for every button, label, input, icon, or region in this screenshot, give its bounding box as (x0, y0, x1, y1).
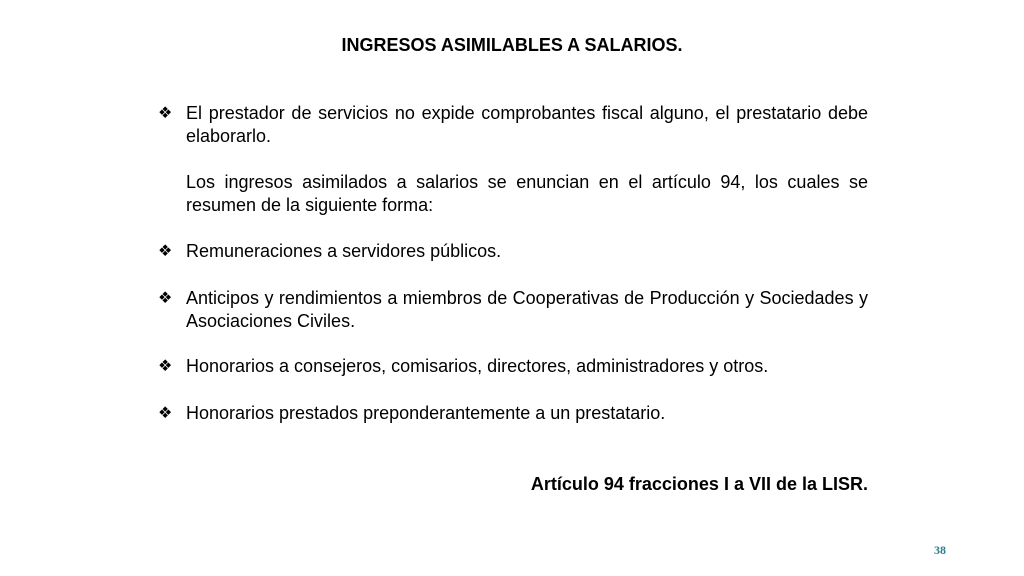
bullet-item-1 (158, 102, 868, 148)
bullet-text-4: Honorarios a consejeros, comisarios, directores, administradores y otros. (186, 356, 769, 376)
bullet-text-5: Honorarios prestados preponderantemente a un prestatario. (186, 403, 666, 423)
slide-title (0, 34, 1024, 56)
diamond-bullet-icon: ❖ (158, 290, 173, 307)
bullet-item-2 (158, 240, 868, 263)
intro-paragraph: Los ingresos asimilados a salarios se enuncian en el artículo 94, los cuales se resumen de la siguiente forma: (186, 172, 868, 215)
bullet-item-5 (158, 402, 868, 425)
page-number: 38 (934, 543, 946, 557)
slide-title-text: INGRESOS ASIMILABLES A SALARIOS. (341, 35, 683, 55)
diamond-bullet-icon: ❖ (158, 105, 173, 122)
bullet-text-3: Anticipos y rendimientos a miembros de Cooperativas de Producción y Sociedades y Asociaciones Civiles. (186, 288, 868, 331)
bullet-item-3 (158, 287, 868, 333)
diamond-bullet-icon: ❖ (158, 243, 173, 260)
legal-reference: Artículo 94 fracciones I a VII de la LISR. (530, 474, 868, 494)
diamond-bullet-icon: ❖ (158, 405, 173, 422)
bullet-item-4 (158, 355, 868, 378)
bullet-text-2: Remuneraciones a servidores públicos. (186, 241, 502, 261)
bullet-text-1: El prestador de servicios no expide comprobantes fiscal alguno, el prestatario debe elaborarlo. (186, 103, 868, 146)
diamond-bullet-icon: ❖ (158, 358, 173, 375)
